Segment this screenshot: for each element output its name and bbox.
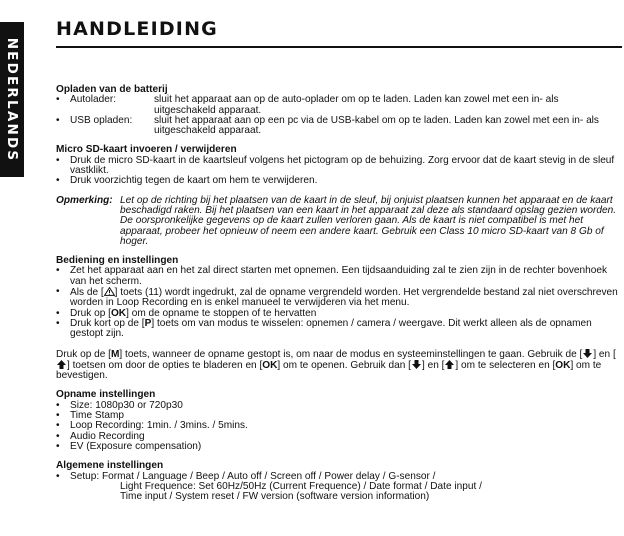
item-text: sluit het apparaat aan op een pc via de USB-kabel om op te laden. Laden kan zowel met een in- als uitgeschakeld apparaat. xyxy=(154,114,599,137)
section-heading: Micro SD-kaart invoeren / verwijderen xyxy=(56,144,237,156)
section-battery xyxy=(56,85,622,136)
list-item xyxy=(56,116,622,137)
item-text xyxy=(70,319,622,340)
arrow-down-icon xyxy=(411,360,422,369)
list-item xyxy=(56,287,622,309)
item-label: Autolader: xyxy=(70,94,117,106)
bullet: • xyxy=(56,286,60,298)
section-heading: Algemene instellingen xyxy=(56,460,164,472)
language-side-tab xyxy=(0,22,24,177)
item-text-part: Druk op [ xyxy=(70,307,111,319)
bullet: • xyxy=(56,175,60,187)
text-part: ] om te openen. Gebruik dan [ xyxy=(277,359,411,371)
title-rule xyxy=(56,46,622,48)
menu-navigation-paragraph xyxy=(56,349,622,382)
bullet: • xyxy=(56,440,60,452)
arrow-up-icon xyxy=(444,360,455,369)
item-text: EV (Exposure compensation) xyxy=(70,440,202,452)
arrow-up-icon xyxy=(56,360,67,369)
item-text-part: Als de [ xyxy=(70,287,104,299)
key-p: P xyxy=(144,317,152,329)
list-item xyxy=(56,156,622,177)
item-label: USB opladen: xyxy=(70,114,133,126)
item-text-part: Druk kort op de [ xyxy=(70,317,145,329)
item-text-part: ] om de opname te stoppen of te hervatten xyxy=(126,307,317,319)
item-text-part: ] toets om van modus te wisselen: opnemen / camera / weergave. Dit werkt alleen als de opnamen gestopt zijn. xyxy=(70,317,592,340)
bullet: • xyxy=(56,410,60,422)
key-ok: OK xyxy=(555,359,571,371)
item-text: Time Stamp xyxy=(70,410,125,422)
text-part: ] om te bevestigen. xyxy=(56,359,602,382)
item-text: sluit het apparaat aan op de auto-oplader om op te laden. Laden kan zowel met een in- als uitgeschakeld apparaat. xyxy=(154,94,559,116)
item-text: Size: 1080p30 or 720p30 xyxy=(70,399,183,411)
item-text: Druk voorzichtig tegen de kaart om hem te verwijderen. xyxy=(70,175,318,187)
text-part: ] toets, wanneer de opname gestopt is, om naar de modus en systeeminstellingen te gaan. Gebruik de [ xyxy=(119,348,583,360)
arrow-down-icon xyxy=(582,349,593,358)
text-part: ] en [ xyxy=(593,348,616,360)
manual-content xyxy=(56,85,622,502)
setup-line: Light Frequence: Set 60Hz/50Hz (Current Frequence) / Date format / Date input / xyxy=(120,480,482,492)
bullet: • xyxy=(56,317,60,329)
setup-line: Setup: Format / Language / Beep / Auto off / Screen off / Power delay / G-sensor / xyxy=(70,470,436,482)
item-text: Druk de micro SD-kaart in de kaartsleuf volgens het pictogram op de behuizing. Zorg ervoor dat de kaart stevig in de sleuf vastklikt. xyxy=(70,154,615,177)
key-ok: OK xyxy=(262,359,278,371)
bullet: • xyxy=(56,399,60,411)
text-part: ] en [ xyxy=(421,359,445,371)
list-item xyxy=(56,266,622,287)
section-operation xyxy=(56,256,622,339)
list-item xyxy=(56,472,622,503)
text-part: ] om te selecteren en [ xyxy=(455,359,556,371)
item-text xyxy=(70,287,622,309)
item-text: Audio Recording xyxy=(70,430,145,442)
section-sd-card xyxy=(56,145,622,186)
setup-line: Time input / System reset / FW version (software version information) xyxy=(120,491,430,503)
section-heading: Opname instellingen xyxy=(56,389,156,401)
text-part: Druk op de [ xyxy=(56,348,111,360)
section-recording-settings xyxy=(56,390,622,452)
section-heading: Bediening en instellingen xyxy=(56,255,179,267)
page-title: HANDLEIDING xyxy=(56,18,218,40)
item-text xyxy=(70,472,622,503)
note-block xyxy=(56,196,622,247)
bullet: • xyxy=(56,265,60,277)
list-item xyxy=(56,176,622,186)
key-ok: OK xyxy=(110,307,127,319)
bullet: • xyxy=(56,430,60,442)
item-text: Loop Recording: 1min. / 3mins. / 5mins. xyxy=(70,420,248,432)
key-m: M xyxy=(110,348,120,360)
section-heading: Opladen van de batterij xyxy=(56,84,168,95)
note-text: Let op de richting bij het plaatsen van de kaart in de sleuf, bij onjuist plaatsen kunnen het apparaat en de kaart beschadigd raken. Bij het plaatsen van een kaart in het apparaat zal deze als standaard opslag gezien worden. De oorspronkelijke gegevens op de kaart zullen verloren gaan. Als de kaart is niet compatibel is met het apparaat, probeer het opnieuw of neem een andere kaart. Gebruik een Class 10 micro SD-kaart van 8 Gb of hoger. xyxy=(120,194,617,247)
bullet: • xyxy=(56,114,60,126)
bullet: • xyxy=(56,154,60,166)
list-item xyxy=(56,95,622,116)
note-label: Opmerking: xyxy=(56,194,113,206)
list-item xyxy=(56,442,622,452)
list-item xyxy=(56,319,622,340)
bullet: • xyxy=(56,94,60,106)
item-text-part: ] toets (11) wordt ingedrukt, zal de opname vergrendeld worden. Het vergrendelde bestand zal niet overschreven worden in Loop Recording en is enkel manueel te verwijderen via het menu. xyxy=(70,287,618,309)
text-part: ] toetsen om door de opties te bladeren en [ xyxy=(67,359,263,371)
bullet: • xyxy=(56,307,60,319)
bullet: • xyxy=(56,470,60,482)
section-general-settings xyxy=(56,461,622,502)
warning-triangle-icon xyxy=(104,287,115,296)
bullet: • xyxy=(56,420,60,432)
language-label: NEDERLANDS xyxy=(4,37,21,162)
item-text: Zet het apparaat aan en het zal direct starten met opnemen. Een tijdsaanduiding zal te zien zijn in de rechter bovenhoek van het scherm. xyxy=(70,265,607,287)
list-item xyxy=(56,401,622,411)
